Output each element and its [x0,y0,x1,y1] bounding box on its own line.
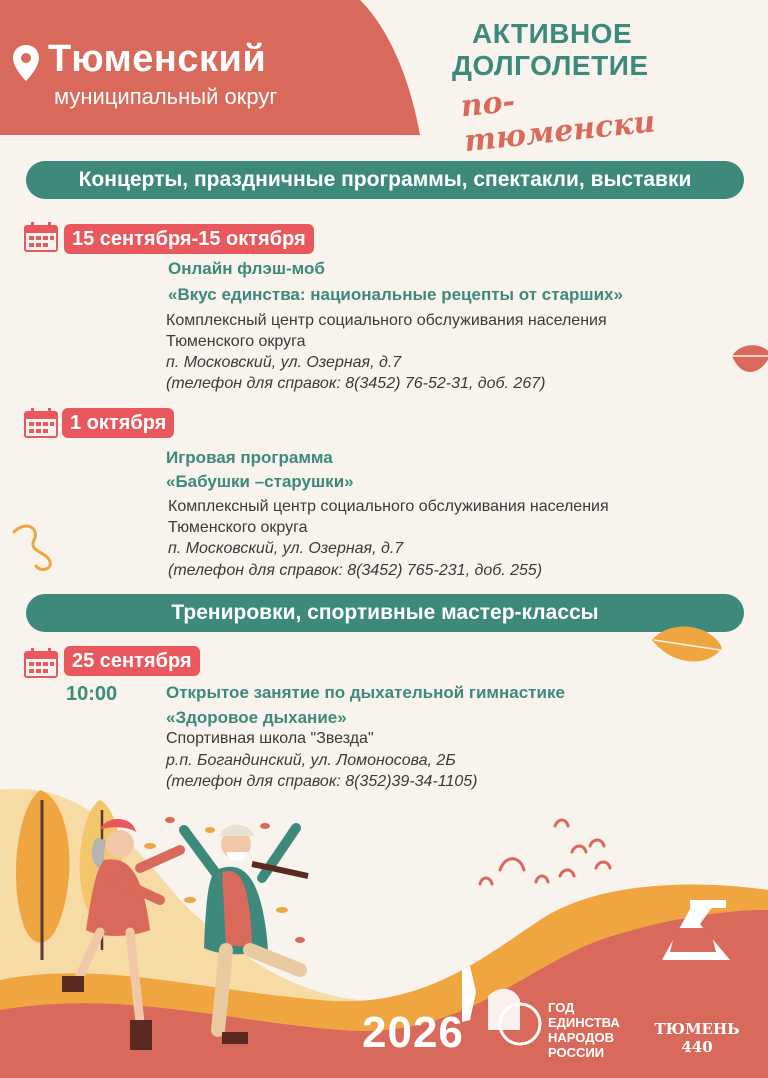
caption-line: РОССИИ [548,1045,605,1060]
year-of-unity-caption [548,1000,620,1060]
event-title-line2: «Вкус единства: национальные рецепты от старших» [168,285,623,304]
event-org-line1: Комплексный центр социального обслуживания населения [166,312,607,329]
section-title-concerts: Концерты, праздничные программы, спектакли, выставки [26,161,744,199]
event-date-badge: 25 сентября [64,646,200,676]
active-longevity-logo [440,12,680,160]
tyumen-number: 440 [681,1038,713,1056]
swirl-icon [10,522,60,572]
location-pin-icon [12,44,40,82]
logo-line-1: АКТИВНОЕ [472,18,633,49]
leaf-icon [650,620,724,670]
event-org-line2: Тюменского округа [166,333,306,350]
event-title-line2: «Бабушки –старушки» [166,472,354,491]
event-phone: (телефон для справок: 8(3452) 765-231, доб. 255) [168,562,543,579]
event-address: р.п. Богандинский, ул. Ломоносова, 2Б [166,752,456,769]
event-date-badge: 15 сентября-15 октября [64,224,314,254]
district-subtitle: муниципальный округ [54,84,278,109]
tyumen-440-logo [652,1020,742,1056]
event-org-line1: Комплексный центр социального обслуживания населения [168,498,609,515]
leaf-icon [730,340,768,384]
caption-line: ЕДИНСТВА [548,1015,620,1030]
district-name: Тюменский [48,38,267,80]
tyumen-label: ТЮМЕНЬ [654,1020,740,1038]
event-org-line2: Тюменского округа [168,519,308,536]
event-title-line1: Открытое занятие по дыхательной гимнастике [166,683,565,702]
event-time: 10:00 [66,683,118,705]
event-title-line1: Игровая программа [166,448,333,467]
event-date-badge: 1 октября [62,408,174,438]
event-phone: (телефон для справок: 8(3452) 76-52-31, доб. 267) [166,375,546,392]
event-title-line1: Онлайн флэш-моб [168,259,325,278]
event-phone: (телефон для справок: 8(352)39-34-1105) [166,773,478,790]
event-title-line2: «Здоровое дыхание» [166,708,347,727]
year-2026: 2026 [362,1008,464,1057]
event-address: п. Московский, ул. Озерная, д.7 [166,354,402,371]
event-address: п. Московский, ул. Озерная, д.7 [168,540,404,557]
calendar-icon [24,408,58,438]
caption-line: ГОД [548,1000,575,1015]
logo-line-2: ДОЛГОЛЕТИЕ [452,50,649,81]
section-title-training: Тренировки, спортивные мастер-классы [26,594,744,632]
logo-line-3: по-тюменски [458,83,657,160]
event-org-line1: Спортивная школа "Звезда" [166,730,374,747]
caption-line: НАРОДОВ [548,1030,614,1045]
calendar-icon [24,222,58,252]
calendar-icon [24,648,58,678]
